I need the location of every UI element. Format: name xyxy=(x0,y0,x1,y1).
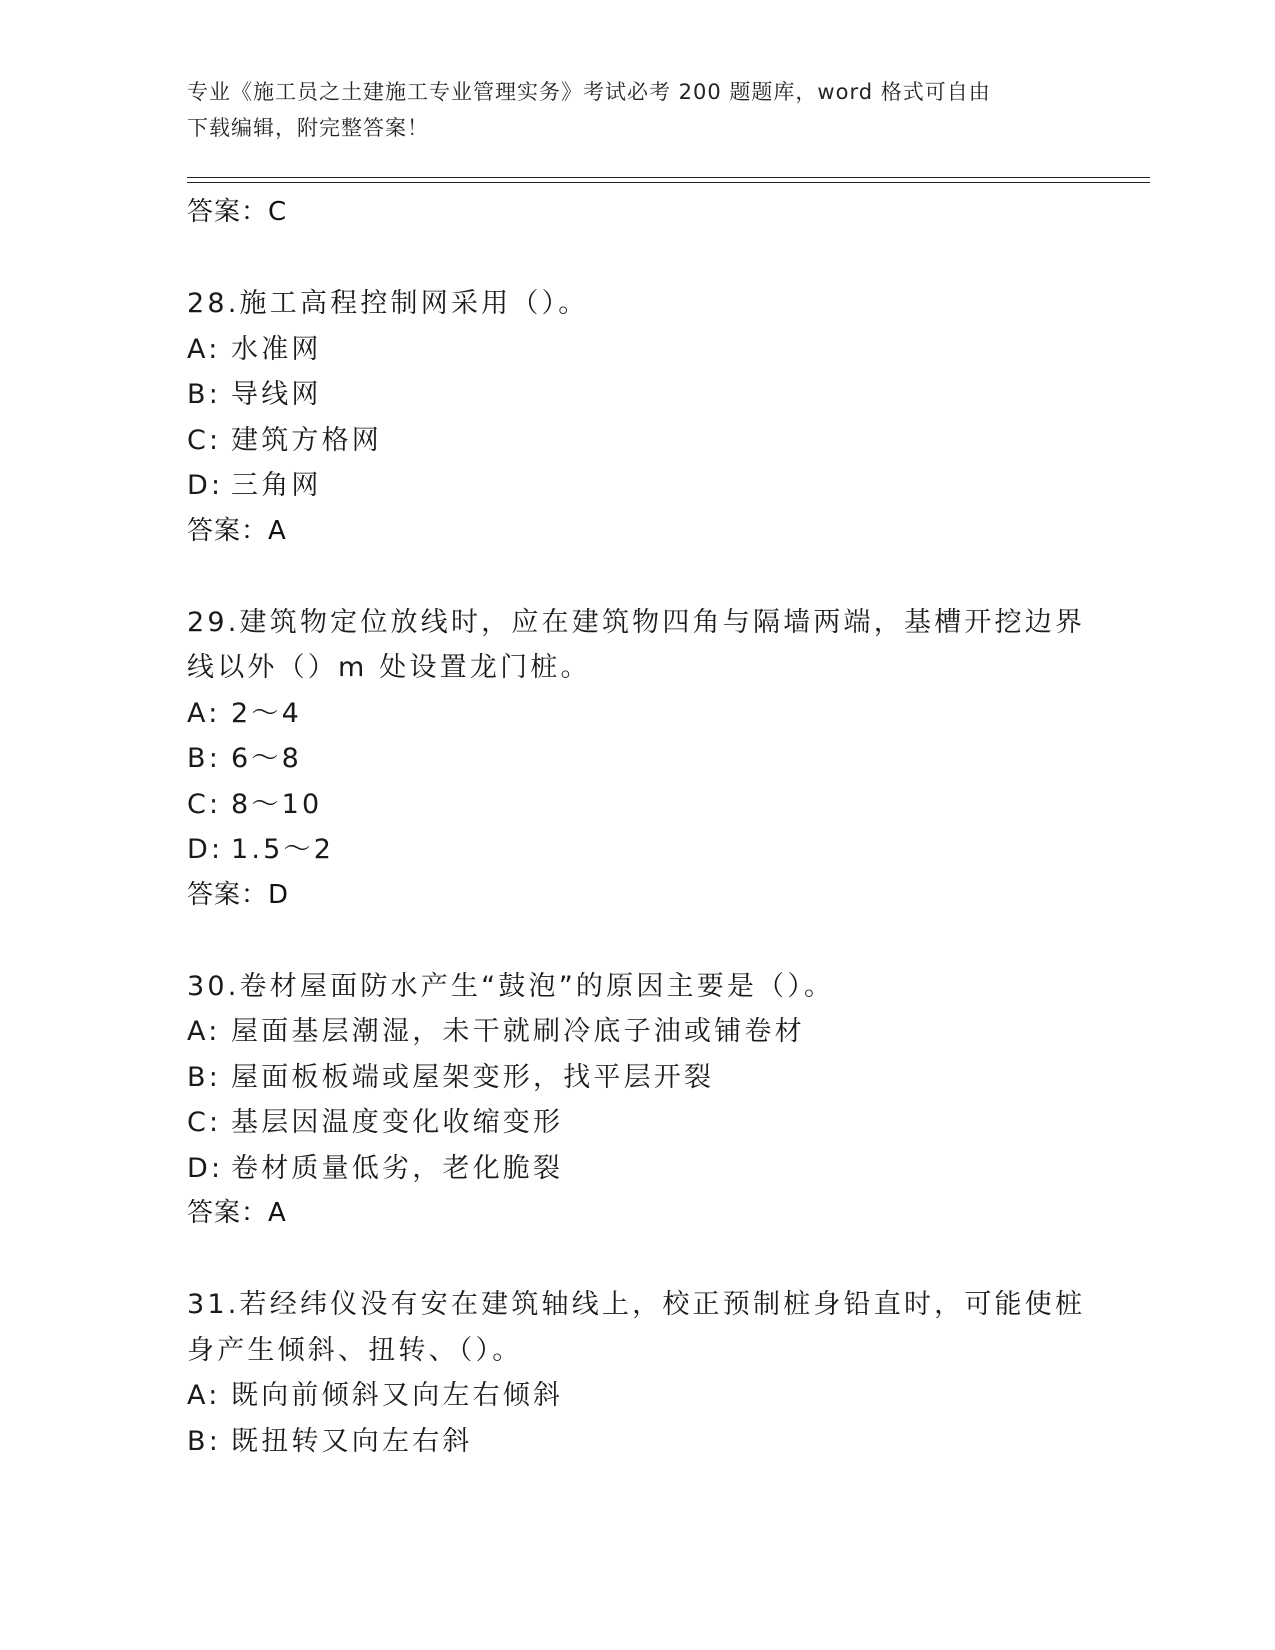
option-key: A: xyxy=(187,1016,221,1047)
option-text: 2～4 xyxy=(231,697,302,729)
option-b xyxy=(187,1419,1087,1465)
option-key: A: xyxy=(187,1380,221,1411)
option-key: C: xyxy=(187,424,222,456)
option-text: 建筑方格网 xyxy=(231,424,382,456)
option-key: C: xyxy=(187,1107,222,1138)
option-key: A: xyxy=(187,333,221,365)
answer-line: 答案：A xyxy=(187,515,287,546)
answer-line: 答案：D xyxy=(187,879,290,910)
option-b xyxy=(187,1055,1087,1101)
question-28 xyxy=(187,281,1087,554)
question-31 xyxy=(187,1282,1087,1464)
question-30 xyxy=(187,964,1087,1237)
option-text: 既扭转又向左右斜 xyxy=(231,1425,473,1457)
option-key: B: xyxy=(187,1425,222,1457)
option-d xyxy=(187,1146,1087,1192)
option-key: D: xyxy=(187,1152,224,1184)
option-a xyxy=(187,1009,1087,1055)
option-b xyxy=(187,736,1087,782)
option-a xyxy=(187,1373,1087,1419)
option-c xyxy=(187,418,1087,464)
option-a xyxy=(187,691,1087,737)
option-text: 水准网 xyxy=(231,333,322,365)
option-text: 基层因温度变化收缩变形 xyxy=(231,1107,564,1138)
answer-line: 答案：C xyxy=(187,197,288,227)
option-key: B: xyxy=(187,1061,222,1093)
option-text: 导线网 xyxy=(231,379,322,410)
option-text: 6～8 xyxy=(231,743,302,774)
option-c xyxy=(187,782,1087,828)
question-stem: 30.卷材屋面防水产生“鼓泡”的原因主要是（）。 xyxy=(187,970,835,1002)
document-header xyxy=(187,74,1067,146)
option-text: 屋面基层潮湿，未干就刷冷底子油或铺卷材 xyxy=(231,1016,805,1047)
option-key: A: xyxy=(187,697,221,729)
question-stem: 31.若经纬仪没有安在建筑轴线上，校正预制桩身铅直时，可能使桩身产生倾斜、扭转、（）。 xyxy=(187,1289,1086,1366)
question-29 xyxy=(187,600,1087,918)
option-text: 三角网 xyxy=(231,470,322,501)
header-divider-bottom xyxy=(187,182,1150,183)
option-c xyxy=(187,1100,1087,1146)
question-stem: 29.建筑物定位放线时，应在建筑物四角与隔墙两端，基槽开挖边界线以外（）m 处设置龙门桩。 xyxy=(187,606,1086,683)
option-text: 8～10 xyxy=(231,788,323,820)
option-text: 1.5～2 xyxy=(231,834,335,865)
option-key: D: xyxy=(187,470,224,501)
header-divider-top xyxy=(187,177,1150,178)
answer-line: 答案：A xyxy=(187,1198,287,1228)
option-key: D: xyxy=(187,834,224,865)
header-line-2: 下载编辑，附完整答案！ xyxy=(187,116,429,140)
question-list xyxy=(187,188,1087,1464)
question-stem: 28.施工高程控制网采用（）。 xyxy=(187,288,589,319)
option-key: B: xyxy=(187,379,222,410)
option-b xyxy=(187,372,1087,418)
option-d xyxy=(187,827,1087,873)
option-a xyxy=(187,327,1087,373)
option-d xyxy=(187,463,1087,509)
header-line-1: 专业《施工员之土建施工专业管理实务》考试必考 200 题题库，word 格式可自由 xyxy=(187,80,991,104)
option-text: 既向前倾斜又向左右倾斜 xyxy=(231,1380,564,1411)
option-text: 屋面板板端或屋架变形，找平层开裂 xyxy=(231,1061,715,1093)
option-key: C: xyxy=(187,788,222,820)
option-key: B: xyxy=(187,743,222,774)
option-text: 卷材质量低劣，老化脆裂 xyxy=(231,1152,564,1184)
